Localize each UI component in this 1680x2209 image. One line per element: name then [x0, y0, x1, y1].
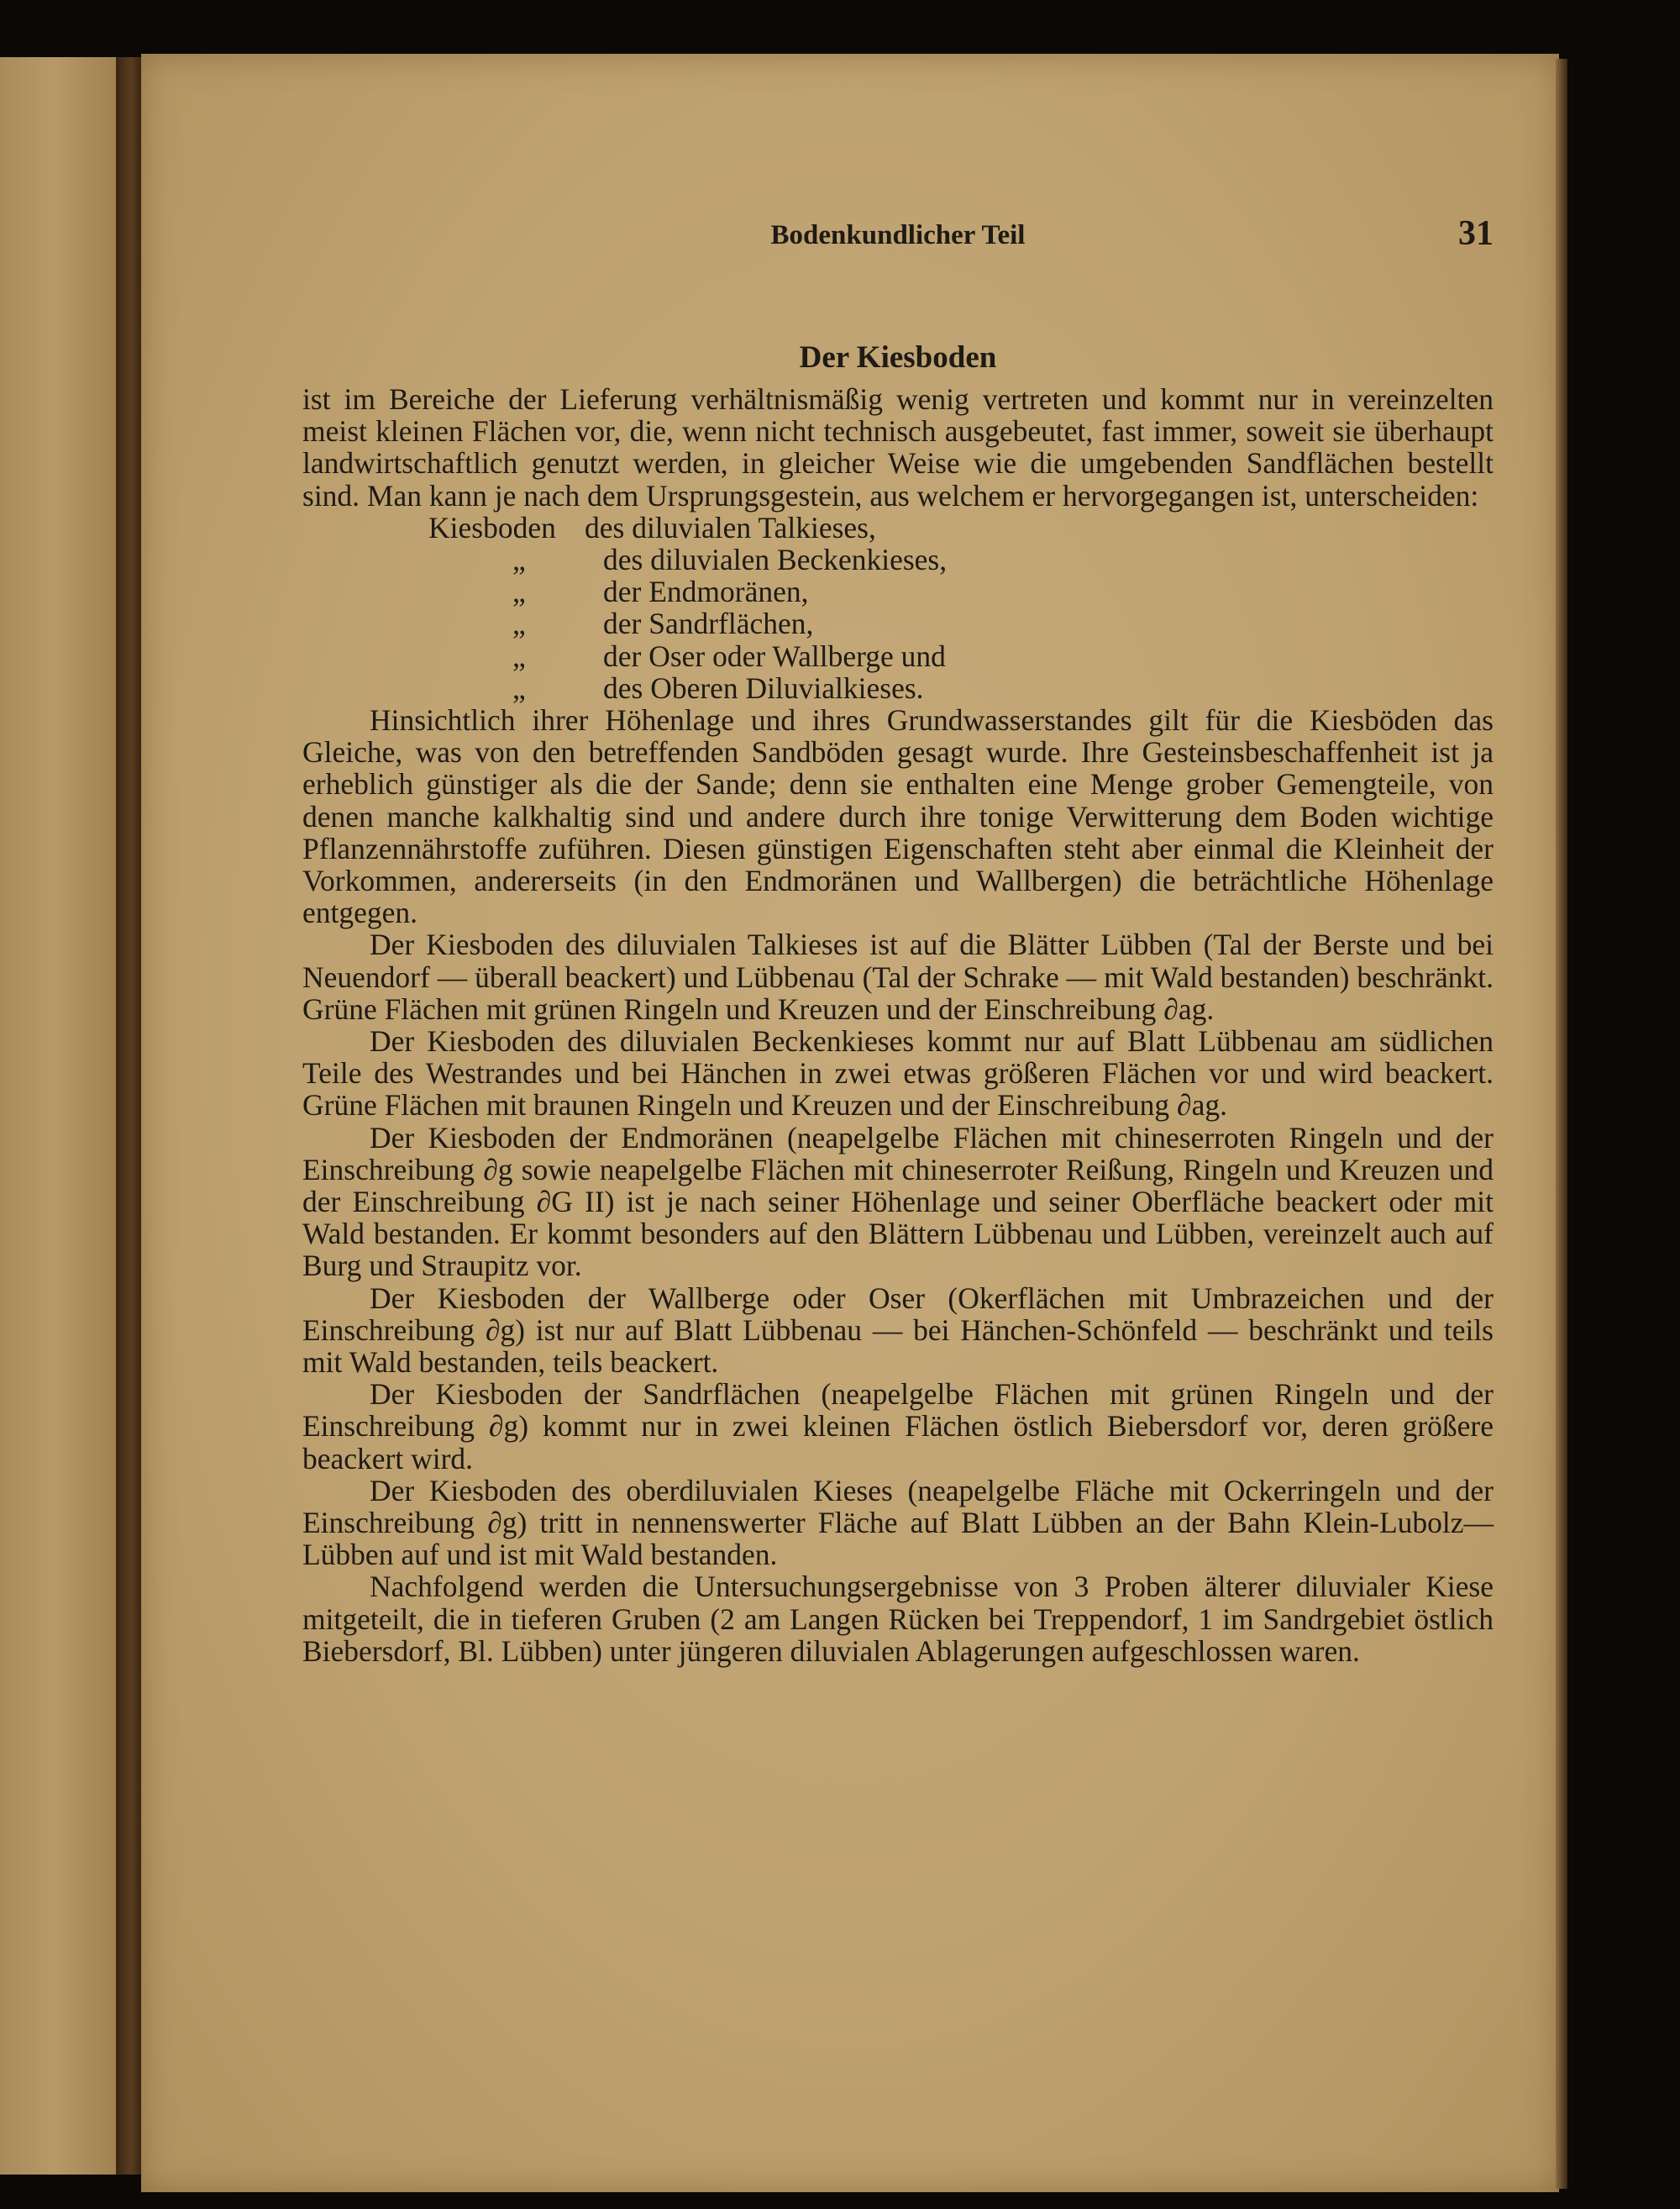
- paragraph-sandrflaechen: Der Kiesboden der Sandrflächen (neapelgelbe Flächen mit grünen Ringeln und der Einschreibung ∂g) kommt nur in zwei kleinen Flächen östlich Biebersdorf vor, deren größere beackert wird.: [302, 1377, 1494, 1475]
- paragraph-proben: Nachfolgend werden die Untersuchungsergebnisse von 3 Proben älterer diluvialer Kiese mitgeteilt, die in tieferen Gruben (2 am Langen Rücken bei Treppendorf, 1 im Sandrgebiet östlich Biebersdorf, Bl. Lübben) unter jüngeren diluvialen Ablagerungen aufgeschlossen waren.: [302, 1570, 1494, 1668]
- running-head: [302, 212, 1494, 262]
- list-item: [302, 576, 1494, 607]
- ditto-mark: „: [512, 543, 526, 576]
- ditto-mark: „: [512, 575, 526, 609]
- list-item: [302, 544, 1494, 576]
- list-item: [302, 512, 1494, 544]
- list-item-text: der Sandrflächen,: [603, 607, 814, 641]
- paragraph-wallberge: Der Kiesboden der Wallberge oder Oser (Okerflächen mit Umbrazeichen und der Einschreibung ∂g) ist nur auf Blatt Lübbenau — bei Hänchen-Schönfeld — beschränkt und teils mit Wald bestanden, teils beackert.: [302, 1281, 1494, 1379]
- list-item-text: des Oberen Diluvialkieses.: [603, 671, 924, 705]
- right-page-edge: [1556, 59, 1567, 2189]
- intro-paragraph: ist im Bereiche der Lieferung verhältnismäßig wenig vertreten und kommt nur in vereinzelten meist kleinen Flächen vor, die, wenn nicht technisch ausgebeutet, fast immer, soweit sie überhaupt landwirtschaftlich genutzt werden, in gleicher Weise wie die umgebenden Sandflächen bestellt sind. Man kann je nach dem Ursprungsgestein, aus welchem er hervorgegangen ist, unterscheiden:: [302, 382, 1494, 513]
- list-item-text: der Endmoränen,: [603, 575, 809, 609]
- list-item: [302, 640, 1494, 672]
- list-item: [302, 607, 1494, 639]
- body-text: [302, 383, 1494, 1667]
- left-page-edge: [0, 57, 134, 2175]
- list-item-text: des diluvialen Beckenkieses,: [603, 543, 948, 576]
- page: [141, 54, 1559, 2192]
- ditto-mark: „: [512, 607, 526, 641]
- section-title: Der Kiesboden: [799, 340, 997, 375]
- paragraph-endmoraenen: Der Kiesboden der Endmoränen (neapelgelbe Flächen mit chineserroten Ringeln und der Einschreibung ∂g sowie neapelgelbe Flächen mit chineserroter Reißung, Ringeln und Kreuzen und der Einschreibung ∂G II) ist je nach seiner Höhenlage und seiner Oberfläche beackert oder mit Wald bestanden. Er kommt besonders auf den Blättern Lübbenau und Lübben, vereinzelt auch auf Burg und Straupitz vor.: [302, 1120, 1494, 1283]
- paragraph-talkies: Der Kiesboden des diluvialen Talkieses ist auf die Blätter Lübben (Tal der Berste und bei Neuendorf — überall beackert) und Lübbenau (Tal der Schrake — mit Wald bestanden) beschränkt. Grüne Flächen mit grünen Ringeln und Kreuzen und der Einschreibung ∂ag.: [302, 928, 1494, 1026]
- ditto-mark: „: [512, 639, 526, 673]
- list-item-text: des diluvialen Talkieses,: [585, 510, 876, 544]
- list-prefix: Kiesboden: [428, 510, 556, 544]
- paragraph-beckenkies: Der Kiesboden des diluvialen Beckenkieses kommt nur auf Blatt Lübbenau am südlichen Teile des Westrandes und bei Hänchen in zwei etwas größeren Flächen vor und wird beackert. Grüne Flächen mit braunen Ringeln und Kreuzen und der Einschreibung ∂ag.: [302, 1023, 1494, 1123]
- page-number: 31: [1458, 214, 1494, 253]
- paragraph-oberdiluvial: Der Kiesboden des oberdiluvialen Kieses (neapelgelbe Fläche mit Ockerringeln und der Einschreibung ∂g) tritt in nennenswerter Fläche auf Blatt Lübben an der Bahn Klein-Lubolz—Lübben auf und ist mit Wald bestanden.: [302, 1473, 1494, 1572]
- ditto-mark: „: [512, 671, 526, 705]
- running-title: Bodenkundlicher Teil: [770, 220, 1026, 250]
- list-item: [302, 672, 1494, 704]
- paragraph-groundwater: Hinsichtlich ihrer Höhenlage und ihres Grundwasserstandes gilt für die Kiesböden das Gleiche, was von den betreffenden Sandböden gesagt wurde. Ihre Gesteinsbeschaffenheit ist ja erheblich günstiger als die der Sande; denn sie enthalten eine Menge grober Gemengteile, von denen manche kalkhaltig sind und andere durch ihre tonige Verwitterung dem Boden wichtige Pflanzennährstoffe zuführen. Diesen günstigen Eigenschaften steht aber einmal die Kleinheit der Vorkommen, andererseits (in den Endmoränen und Wallbergen) die beträchtliche Höhenlage entgegen.: [302, 702, 1494, 930]
- list-item-text: der Oser oder Wallberge und: [603, 639, 946, 673]
- soil-type-list: [302, 512, 1494, 704]
